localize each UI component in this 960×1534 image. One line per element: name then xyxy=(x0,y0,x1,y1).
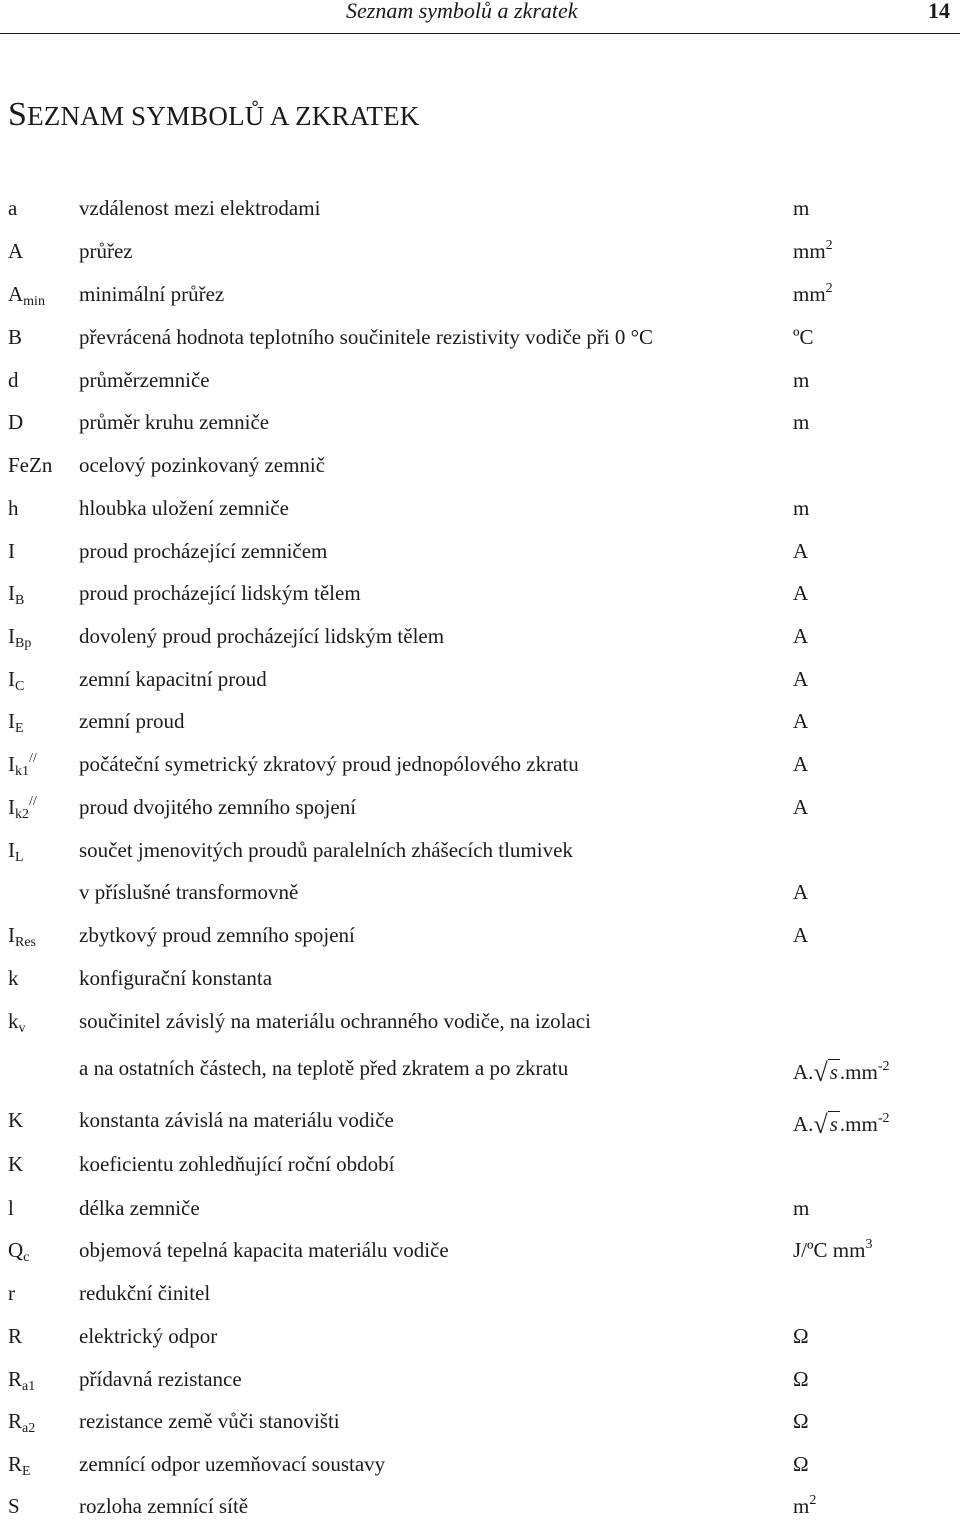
symbol-subscript: E xyxy=(22,1464,31,1479)
symbol-row xyxy=(0,1494,960,1534)
unit-main: ºC xyxy=(793,325,814,349)
symbol-main: R xyxy=(8,1367,23,1391)
symbol-unit xyxy=(793,1196,809,1221)
symbol-unit xyxy=(793,1367,809,1392)
square-root-icon: √ xyxy=(813,1110,828,1139)
unit-superscript: 2 xyxy=(825,281,833,296)
unit-main: mm xyxy=(793,239,826,263)
symbol-row xyxy=(0,239,960,279)
symbol-subscript: B xyxy=(15,593,25,608)
symbol-cell xyxy=(8,667,24,692)
symbol-unit xyxy=(793,795,808,820)
unit-main: m xyxy=(793,196,810,220)
unit-main: A xyxy=(793,709,809,733)
symbol-row xyxy=(0,1452,960,1492)
symbol-main: k xyxy=(8,1009,19,1033)
unit-main: A xyxy=(793,624,809,648)
symbol-cell xyxy=(8,1409,35,1434)
unit-main: A xyxy=(793,581,809,605)
symbol-unit xyxy=(793,581,808,606)
symbol-description: koeficientu zohledňující roční období xyxy=(79,1152,395,1176)
symbol-description: zemní kapacitní proud xyxy=(79,667,267,691)
symbol-unit xyxy=(793,539,808,564)
symbol-unit xyxy=(793,923,808,948)
symbol-description: redukční činitel xyxy=(79,1281,211,1305)
unit-main: A xyxy=(793,880,809,904)
symbol-unit xyxy=(793,496,809,521)
symbol-cell xyxy=(8,539,15,564)
unit-prefix: A. xyxy=(793,1112,814,1136)
symbol-description: zemnící odpor uzemňovací soustavy xyxy=(79,1452,386,1476)
symbol-cell xyxy=(8,795,37,820)
symbol-description: proud dvojitého zemního spojení xyxy=(79,795,357,819)
symbol-unit xyxy=(793,667,808,692)
symbol-main: I xyxy=(8,667,15,691)
symbol-subscript: c xyxy=(23,1250,30,1265)
symbol-main: Q xyxy=(8,1238,24,1262)
symbol-description: konstanta závislá na materiálu vodiče xyxy=(79,1108,394,1132)
symbol-row xyxy=(0,1367,960,1407)
square-root xyxy=(813,1056,839,1086)
symbol-description: přídavná rezistance xyxy=(79,1367,242,1391)
symbol-row xyxy=(0,410,960,450)
symbol-subscript: a1 xyxy=(22,1379,36,1394)
symbol-cell xyxy=(8,453,52,478)
symbol-description: ocelový pozinkovaný zemnič xyxy=(79,453,326,477)
symbol-row xyxy=(0,624,960,664)
unit-radicand: s xyxy=(829,1060,838,1084)
symbol-description: konfigurační konstanta xyxy=(79,966,273,990)
symbol-cell xyxy=(8,239,23,264)
symbol-cell xyxy=(8,1152,23,1177)
symbol-main: K xyxy=(8,1108,24,1132)
symbol-main: K xyxy=(8,1152,24,1176)
symbol-main: I xyxy=(8,581,15,605)
symbol-main: D xyxy=(8,410,24,434)
symbol-main: I xyxy=(8,795,15,819)
symbol-main: FeZn xyxy=(8,453,53,477)
unit-suffix: .mm xyxy=(839,1112,878,1136)
symbol-row xyxy=(0,496,960,536)
symbol-cell xyxy=(8,1281,15,1306)
symbol-description: hloubka uložení zemniče xyxy=(79,496,289,520)
symbol-unit xyxy=(793,282,833,307)
symbol-unit xyxy=(793,1324,809,1349)
unit-superscript: -2 xyxy=(877,1111,890,1126)
symbol-unit xyxy=(793,325,814,350)
symbol-cell xyxy=(8,325,22,350)
symbol-description: délka zemniče xyxy=(79,1196,200,1220)
symbol-superscript: // xyxy=(29,751,37,766)
symbol-main: I xyxy=(8,752,15,776)
symbol-main: A xyxy=(8,282,24,306)
symbol-row xyxy=(0,453,960,493)
symbol-description: průměr kruhu zemniče xyxy=(79,410,270,434)
symbol-description: a na ostatních částech, na teplotě před zkratem a po zkratu xyxy=(79,1056,569,1080)
symbol-description: průřez xyxy=(79,239,133,263)
symbol-cell xyxy=(8,1367,35,1392)
unit-main: A xyxy=(793,923,809,947)
symbol-row xyxy=(0,325,960,365)
symbol-row xyxy=(0,1409,960,1449)
symbol-main: h xyxy=(8,496,19,520)
symbol-row xyxy=(0,1324,960,1364)
unit-main: Ω xyxy=(793,1367,809,1391)
unit-main: A xyxy=(793,752,809,776)
unit-main: A xyxy=(793,539,809,563)
symbol-cell xyxy=(8,923,36,948)
symbol-description: součet jmenovitých proudů paralelních zhášecích tlumivek xyxy=(79,838,573,862)
symbol-unit xyxy=(793,410,809,435)
header-divider xyxy=(0,33,960,34)
symbol-main: I xyxy=(8,624,15,648)
unit-main: mm xyxy=(793,282,826,306)
unit-main: m xyxy=(793,496,810,520)
symbol-main: I xyxy=(8,838,15,862)
symbol-row xyxy=(0,282,960,322)
symbol-description: rozloha zemnící sítě xyxy=(79,1494,249,1518)
symbol-subscript: k2 xyxy=(15,807,29,822)
symbol-row xyxy=(0,667,960,707)
symbol-main: R xyxy=(8,1409,23,1433)
symbol-unit xyxy=(793,624,808,649)
symbol-description: proud procházející lidským tělem xyxy=(79,581,361,605)
symbol-subscript: L xyxy=(15,850,24,865)
unit-main: m xyxy=(793,410,810,434)
symbol-row xyxy=(0,539,960,579)
symbol-main: B xyxy=(8,325,23,349)
symbol-cell xyxy=(8,1196,14,1221)
unit-main: J/ºC mm xyxy=(793,1238,866,1262)
title-initial: S xyxy=(8,96,28,133)
symbol-row xyxy=(0,752,960,792)
symbol-unit xyxy=(793,1238,872,1263)
symbol-description: objemová tepelná kapacita materiálu vodiče xyxy=(79,1238,449,1262)
symbol-cell xyxy=(8,966,19,991)
unit-main: m xyxy=(793,1196,810,1220)
unit-superscript: 2 xyxy=(809,1493,817,1508)
symbol-row xyxy=(0,795,960,835)
symbol-description: vzdálenost mezi elektrodami xyxy=(79,196,321,220)
unit-superscript: -2 xyxy=(877,1059,890,1074)
symbol-cell xyxy=(8,368,19,393)
unit-main: m xyxy=(793,368,810,392)
symbol-row xyxy=(0,880,960,920)
symbol-cell xyxy=(8,282,45,307)
symbol-row xyxy=(0,1238,960,1278)
symbol-description: počáteční symetrický zkratový proud jednopólového zkratu xyxy=(79,752,579,776)
symbol-description: průměrzemniče xyxy=(79,368,210,392)
symbol-unit xyxy=(793,1452,809,1477)
symbol-unit xyxy=(793,1409,809,1434)
symbol-cell xyxy=(8,496,19,521)
symbol-cell xyxy=(8,1452,31,1477)
square-root xyxy=(813,1108,839,1138)
symbol-row xyxy=(0,966,960,1006)
symbol-subscript: a2 xyxy=(22,1421,36,1436)
unit-main: Ω xyxy=(793,1452,809,1476)
symbol-main: l xyxy=(8,1196,14,1220)
symbol-description: rezistance země vůči stanovišti xyxy=(79,1409,340,1433)
symbol-cell xyxy=(8,410,23,435)
unit-radicand: s xyxy=(829,1112,838,1136)
symbol-main: a xyxy=(8,196,18,220)
symbol-row xyxy=(0,1152,960,1192)
symbol-main: d xyxy=(8,368,19,392)
symbol-cell xyxy=(8,1494,20,1519)
symbol-row xyxy=(0,1108,960,1148)
unit-main: A xyxy=(793,795,809,819)
unit-superscript: 2 xyxy=(825,238,833,253)
symbol-unit xyxy=(793,239,833,264)
symbol-cell xyxy=(8,1009,26,1034)
symbol-main: r xyxy=(8,1281,15,1305)
symbol-main: I xyxy=(8,709,15,733)
title-rest: EZNAM SYMBOLŮ A ZKRATEK xyxy=(27,101,420,131)
symbol-cell xyxy=(8,752,37,777)
symbol-subscript: k1 xyxy=(15,764,29,779)
symbol-description: elektrický odpor xyxy=(79,1324,218,1348)
symbol-unit xyxy=(793,1108,889,1138)
unit-superscript: 3 xyxy=(865,1237,873,1252)
symbol-row xyxy=(0,368,960,408)
symbol-subscript: C xyxy=(15,679,25,694)
symbol-row xyxy=(0,1281,960,1321)
symbol-description: v příslušné transformovně xyxy=(79,880,299,904)
symbol-unit xyxy=(793,752,808,777)
symbol-cell xyxy=(8,581,24,606)
symbol-description: zemní proud xyxy=(79,709,185,733)
symbol-subscript: E xyxy=(15,721,24,736)
symbol-unit xyxy=(793,196,809,221)
symbol-main: R xyxy=(8,1324,23,1348)
symbol-unit xyxy=(793,1494,816,1519)
symbol-cell xyxy=(8,1324,22,1349)
unit-main: Ω xyxy=(793,1409,809,1433)
symbol-description: zbytkový proud zemního spojení xyxy=(79,923,355,947)
symbol-row xyxy=(0,196,960,236)
page-number: 14 xyxy=(928,0,950,23)
symbol-row xyxy=(0,1009,960,1049)
symbol-row xyxy=(0,1056,960,1096)
symbol-superscript: // xyxy=(29,794,37,809)
symbol-description: minimální průřez xyxy=(79,282,225,306)
symbol-main: A xyxy=(8,239,24,263)
symbol-row xyxy=(0,1196,960,1236)
symbol-unit xyxy=(793,880,808,905)
symbol-main: I xyxy=(8,539,15,563)
symbol-cell xyxy=(8,196,17,221)
unit-prefix: A. xyxy=(793,1060,814,1084)
symbol-main: I xyxy=(8,923,15,947)
symbol-cell xyxy=(8,838,24,863)
symbol-main: S xyxy=(8,1494,20,1518)
symbol-subscript: v xyxy=(18,1021,26,1036)
symbol-cell xyxy=(8,624,31,649)
unit-main: A xyxy=(793,667,809,691)
symbol-unit xyxy=(793,709,808,734)
running-header-title: Seznam symbolů a zkratek xyxy=(346,0,578,23)
symbol-unit xyxy=(793,1056,889,1086)
page-title xyxy=(8,96,419,134)
symbol-cell xyxy=(8,1108,23,1133)
symbol-description: převrácená hodnota teplotního součinitele rezistivity vodiče při 0 °C xyxy=(79,325,654,349)
symbol-description: dovolený proud procházející lidským tělem xyxy=(79,624,445,648)
symbol-main: k xyxy=(8,966,19,990)
symbol-main: R xyxy=(8,1452,23,1476)
symbol-subscript: Bp xyxy=(15,636,32,651)
symbol-description: proud procházející zemničem xyxy=(79,539,328,563)
symbol-cell xyxy=(8,1238,29,1263)
unit-main: m xyxy=(793,1494,810,1518)
square-root-icon: √ xyxy=(813,1058,828,1087)
unit-suffix: .mm xyxy=(839,1060,878,1084)
symbol-row xyxy=(0,923,960,963)
symbol-unit xyxy=(793,368,809,393)
symbol-cell xyxy=(8,709,24,734)
symbol-subscript: min xyxy=(23,294,45,309)
symbol-description: součinitel závislý na materiálu ochranného vodiče, na izolaci xyxy=(79,1009,591,1033)
symbol-subscript: Res xyxy=(15,935,36,950)
symbol-row xyxy=(0,581,960,621)
symbol-row xyxy=(0,838,960,878)
unit-main: Ω xyxy=(793,1324,809,1348)
symbol-row xyxy=(0,709,960,749)
